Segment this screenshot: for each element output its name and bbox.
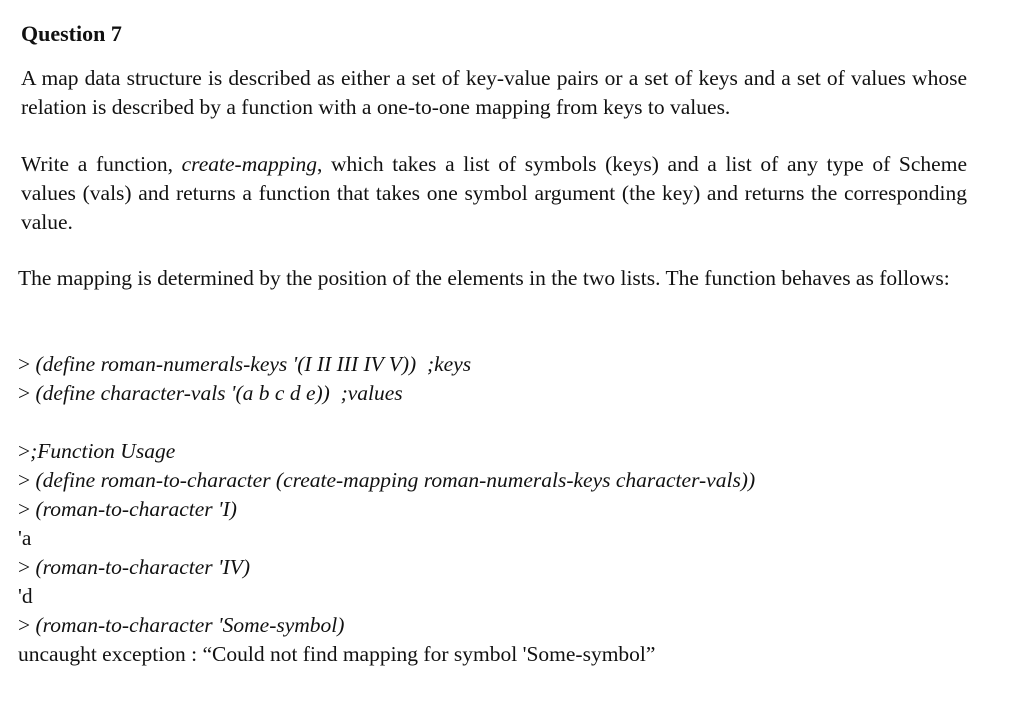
code-line-usage-comment [18,437,175,466]
code-text: (roman-to-character 'I) [30,497,237,521]
prompt-symbol: > [18,352,31,376]
prompt-symbol: > [18,468,31,492]
code-line-define-mapping [18,466,755,495]
code-line-call-i [18,495,237,524]
code-line-call-some-symbol [18,611,344,640]
code-text: (define character-vals '(a b c d e)) ;values [30,381,403,405]
task-paragraph [21,150,967,237]
code-text: (define roman-numerals-keys '(I II III IV V)) ;keys [30,352,472,376]
intro-paragraph: A map data structure is described as either a set of key-value pairs or a set of keys and a set of values whose relation is described by a function with a one-to-one mapping from keys to values. [21,66,967,119]
prompt-symbol: > [18,381,31,405]
code-output-a: 'a [18,526,32,550]
code-text: ;Function Usage [30,439,176,463]
question-title: Question 7 [21,21,122,46]
prompt-symbol: > [18,555,31,579]
prompt-symbol: > [18,497,31,521]
prompt-symbol: > [18,613,31,637]
task-text-after: , which takes a list of symbols (keys) and a list of any type of Scheme values (vals) and returns a function that takes one symbol argument (the key) and returns the corresponding value. [21,152,967,234]
code-line-define-vals [18,379,403,408]
code-line-define-keys [18,350,471,379]
prompt-symbol: > [18,439,31,463]
code-output-exception: uncaught exception : “Could not find mapping for symbol 'Some-symbol” [18,642,656,666]
code-text: (roman-to-character 'Some-symbol) [30,613,345,637]
code-text: (roman-to-character 'IV) [30,555,251,579]
code-line-call-iv [18,553,250,582]
code-output-d: 'd [18,584,33,608]
function-name: create-mapping [181,152,317,176]
code-text: (define roman-to-character (create-mapping roman-numerals-keys character-vals)) [30,468,756,492]
task-text-before: Write a function, [21,152,182,176]
behavior-paragraph: The mapping is determined by the position of the elements in the two lists. The function behaves as follows: [18,266,950,290]
